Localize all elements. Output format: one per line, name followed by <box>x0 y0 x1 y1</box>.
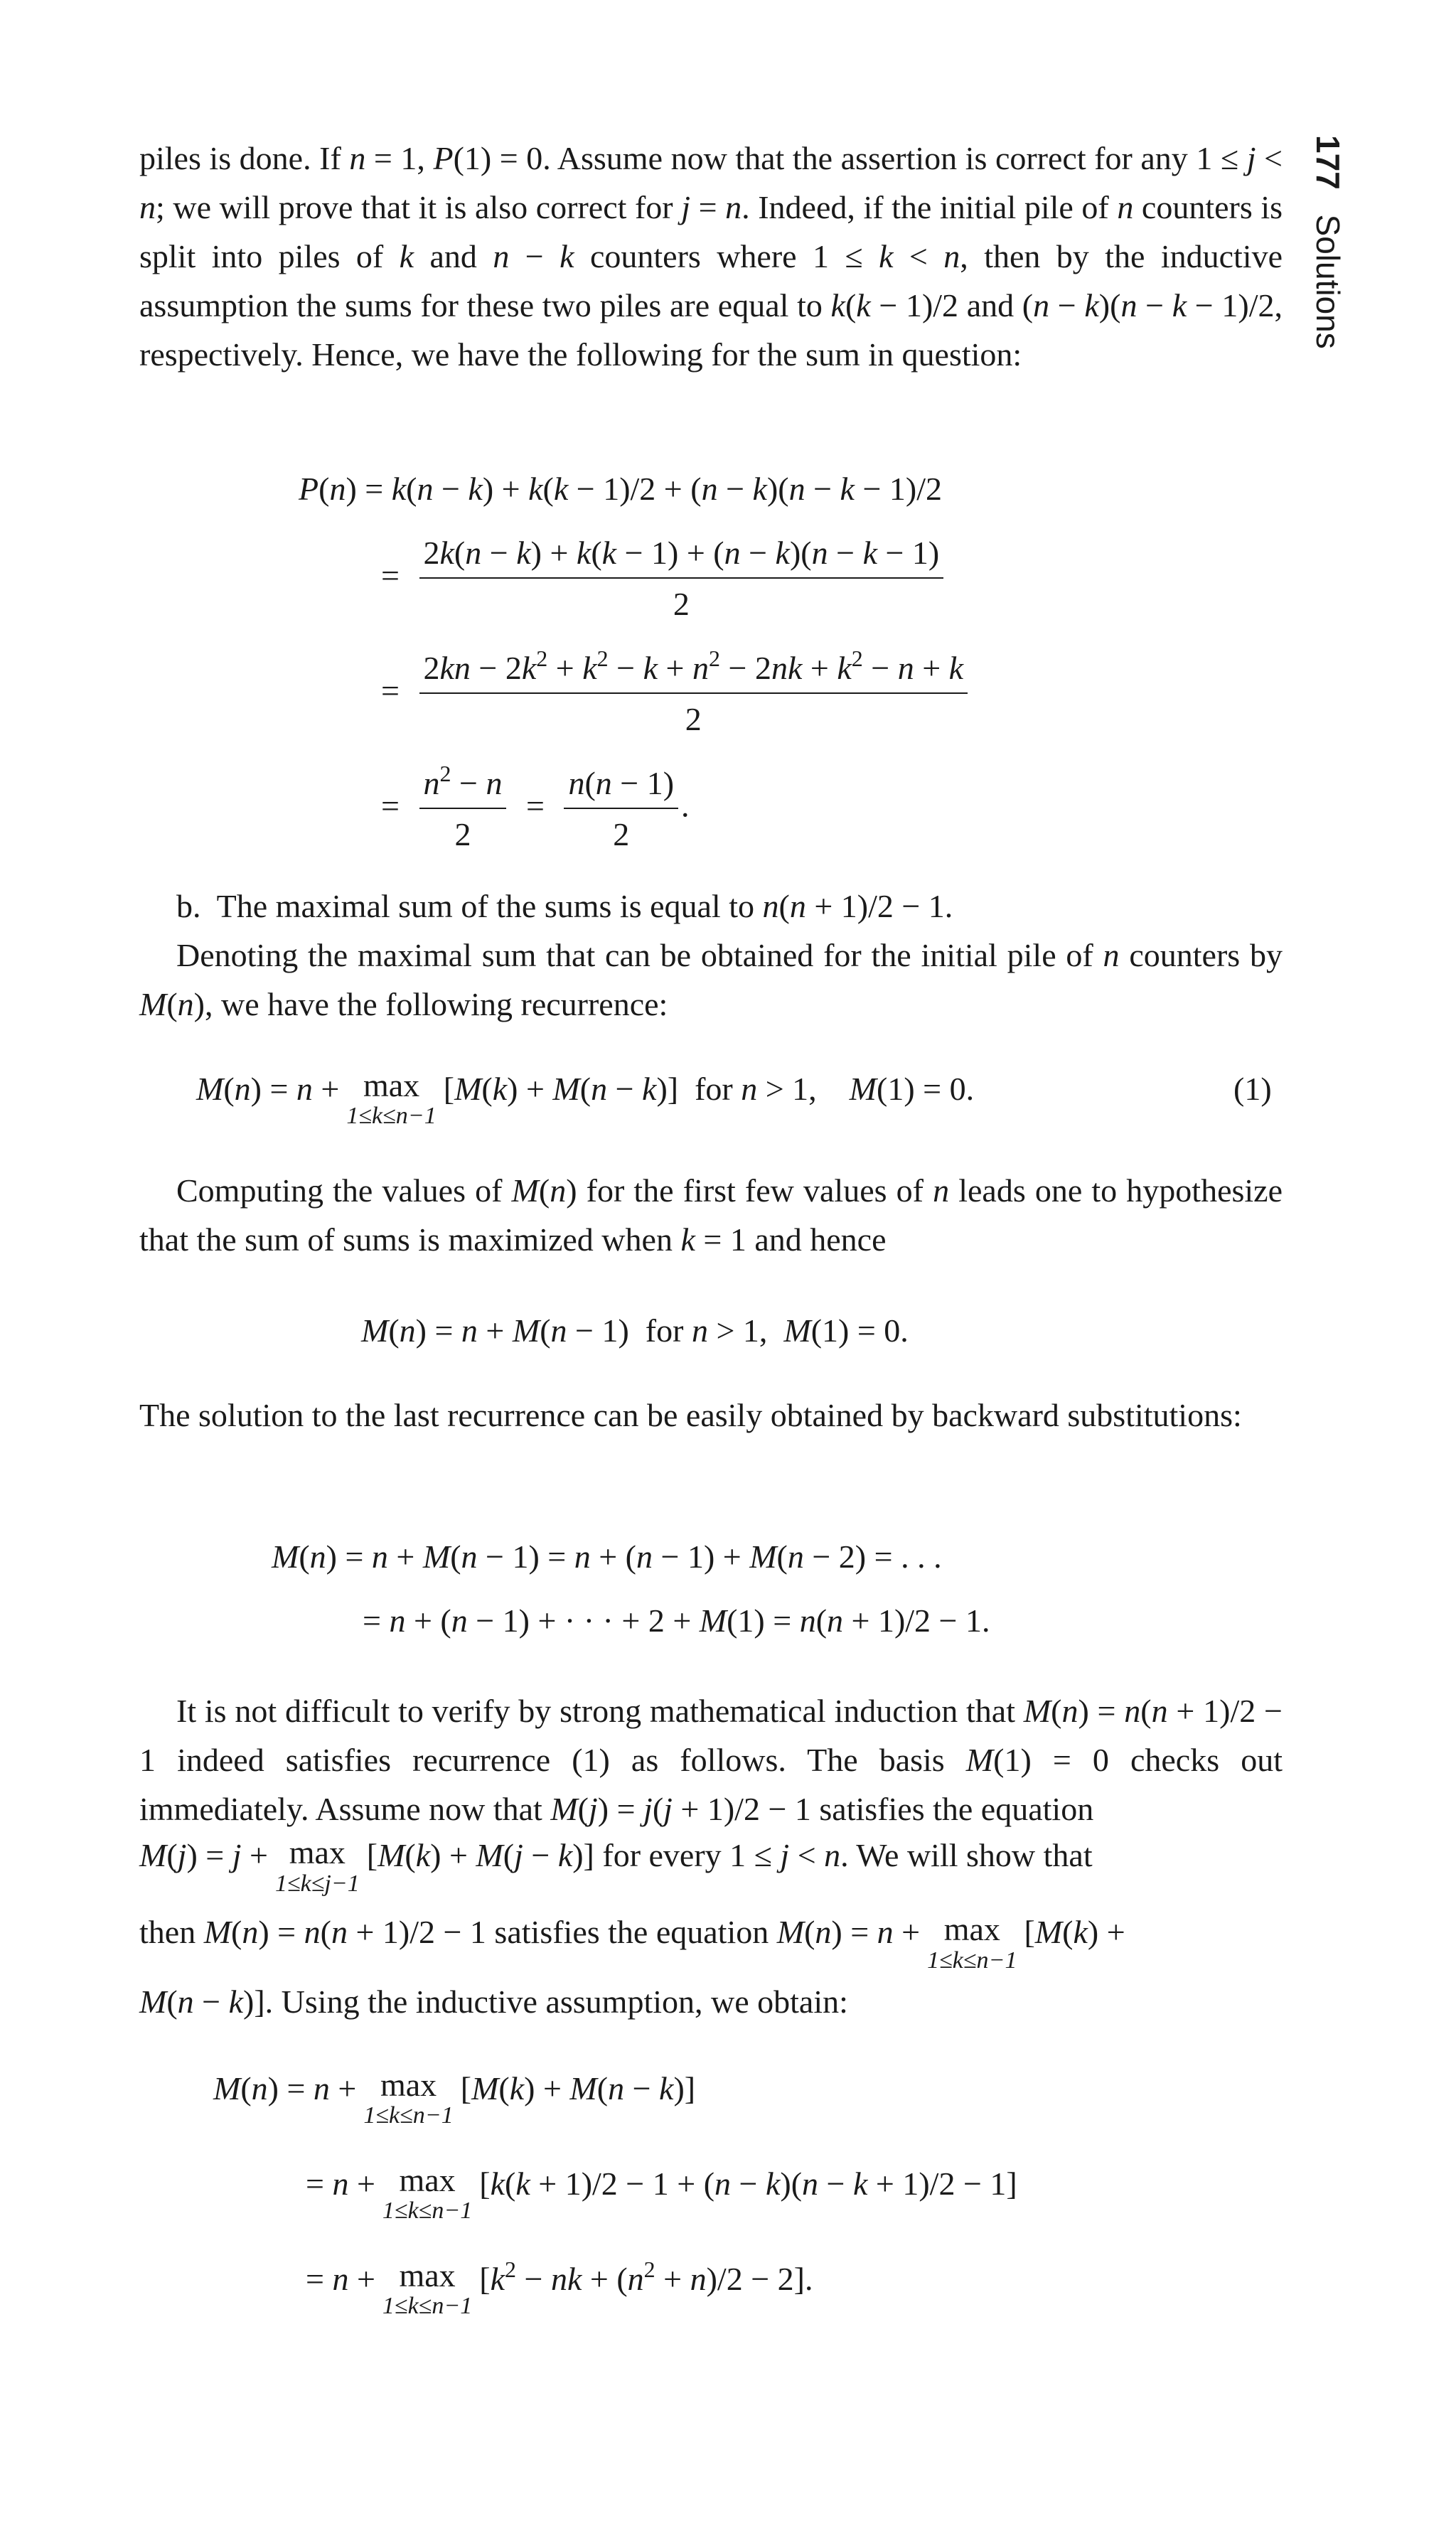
denominator: 2 <box>673 586 690 622</box>
numerator: $2kn - 2k^2 + k^2 - k + n^2 - 2nk + k^2 - n + k$ <box>419 648 968 694</box>
equation-3-line2: = n + (n − 1) + · · · + 2 + M(1) = n(n + 1)/2 − 1. <box>363 1602 990 1639</box>
denominator: 2 <box>454 816 471 852</box>
max-operator: max 1≤k≤n−1 <box>382 2257 473 2319</box>
fraction <box>419 533 944 624</box>
page-number: 177 <box>1310 135 1347 190</box>
equation-p-line1: P(n) = k(n − k) + k(k − 1)/2 + (n − k)(n − k − 1)/2 <box>299 471 943 507</box>
numerator: $n^2 - n$ <box>419 764 507 809</box>
paragraph-5-inline-2: then M(n) = n(n + 1)/2 − 1 satisfies the equation M(n) = n + max 1≤k≤n−1 [M(k) + <box>139 1911 1125 1974</box>
paragraph-5-inline-1: M(j) = j + max 1≤k≤j−1 [M(k) + M(j − k)] for every 1 ≤ j < n. We will show that <box>139 1834 1093 1897</box>
paragraph-5: It is not difficult to verify by strong mathematical induction that M(n) = n(n + 1)/2 − 1 indeed satisfies recurrence (1) as follows. The basis M(1) = 0 checks out immediately. Assume now that M(j) = j(j + 1)/2 − 1 satisfies the equation <box>139 1693 1283 1827</box>
equation-4-line1: M(n) = n + max 1≤k≤n−1 [M(k) + M(n − k)] <box>213 2067 696 2129</box>
max-operator: max 1≤k≤n−1 <box>363 2067 454 2129</box>
max-operator: max 1≤k≤j−1 <box>274 1834 360 1897</box>
equation-4-line2: = n + max 1≤k≤n−1 [k(k + 1)/2 − 1 + (n − k)(n − k + 1)/2 − 1] <box>306 2162 1017 2224</box>
paragraph-1: piles is done. If n = 1, P(1) = 0. Assume now that the assertion is correct for any 1 ≤ j < n; we will prove that it is also correct for j = n. Indeed, if the initial pile of n counters is split into piles of k and n − k counters where 1 ≤ k < n, then by the inductive assumption the sums for these two piles are equal to k(k − 1)/2 and (n − k)(n − k − 1)/2, respectively. Hence, we have the following for the sum in question: <box>139 140 1283 373</box>
numerator: 2k(n − k) + k(k − 1) + (n − k)(n − k − 1) <box>419 533 944 579</box>
max-operator: max 1≤k≤n−1 <box>927 1911 1017 1974</box>
equation-p-line2: = $\frac{2k(n - k) + k(k - 1) + (n - k)(n - k - 1)}{2}$ <box>373 533 946 624</box>
numerator: n(n − 1) <box>564 764 678 809</box>
paragraph-4: The solution to the last recurrence can be easily obtained by backward substitutions: <box>139 1397 1242 1433</box>
equation-p-line4: = $\frac{n^2 - n}{2}$ = $\frac{n(n - 1)}{2}$ . <box>373 764 690 855</box>
paragraph-2: Denoting the maximal sum that can be obtained for the initial pile of n counters by M(n), we have the following recurrence: <box>139 937 1283 1022</box>
equation-1: M(n) = n + max 1≤k≤n−1 [M(k) + M(n − k)] for n > 1, M(1) = 0. <box>196 1067 975 1129</box>
equation-p-line3: = $\frac{2kn - 2k^2 + k^2 - k + n^2 - 2nk + k^2 - n + k}{2}$ <box>373 648 970 739</box>
fraction <box>419 648 968 739</box>
denominator: 2 <box>613 816 630 852</box>
section-title: Solutions <box>1310 214 1347 349</box>
equation-4-line3: = n + max 1≤k≤n−1 [$k^2$ − nk + $(n^2 + n)/2 - 2$]. <box>306 2256 813 2319</box>
paragraph-3: Computing the values of M(n) for the first few values of n leads one to hypothesize that the sum of sums is maximized when k = 1 and hence <box>139 1172 1283 1258</box>
max-operator: max 1≤k≤n−1 <box>382 2162 473 2224</box>
fraction <box>564 764 678 855</box>
denominator: 2 <box>685 701 702 737</box>
max-operator: max 1≤k≤n−1 <box>346 1067 437 1129</box>
part-b-statement: b. The maximal sum of the sums is equal to n(n + 1)/2 − 1. <box>176 888 953 924</box>
paragraph-5-inline-3: M(n − k)]. Using the inductive assumption, we obtain: <box>139 1983 848 2020</box>
equation-2: M(n) = n + M(n − 1) for n > 1, M(1) = 0. <box>361 1312 909 1349</box>
equation-number: (1) <box>1233 1071 1272 1107</box>
equation-3-line1: M(n) = n + M(n − 1) = n + (n − 1) + M(n − 2) = . . . <box>272 1538 942 1575</box>
fraction <box>419 761 507 855</box>
running-header <box>1309 135 1347 349</box>
